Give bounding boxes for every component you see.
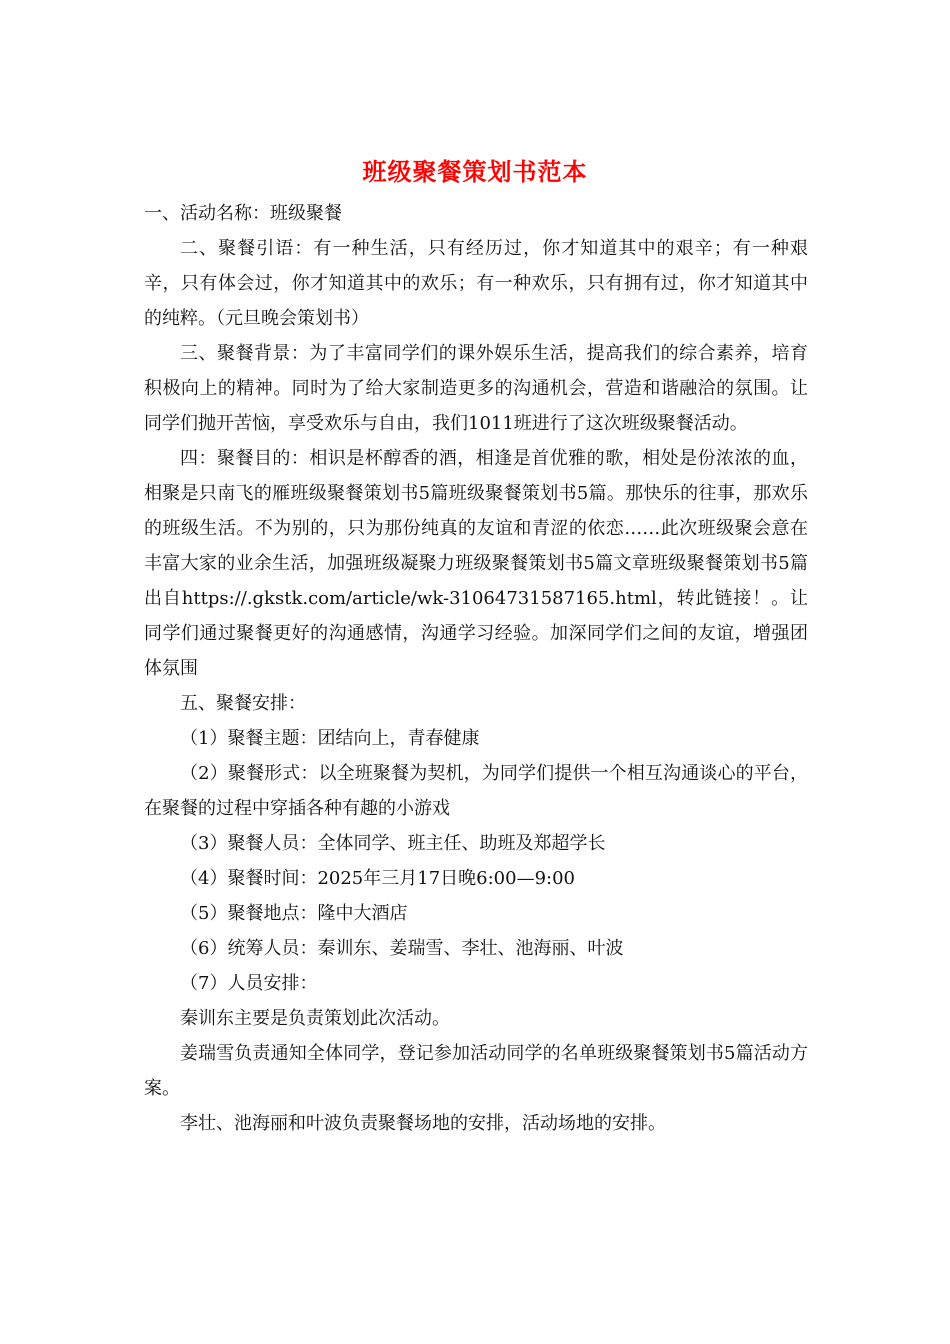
paragraph-arrangement-heading: 五、聚餐安排： [180, 693, 306, 714]
list-item-staffing: （7）人员安排： [180, 973, 318, 994]
paragraph-duty-venue: 李壮、池海丽和叶波负责聚餐场地的安排，活动场地的安排。 [180, 1113, 666, 1134]
paragraph-duty-planning: 秦训东主要是负责策划此次活动。 [180, 1008, 450, 1029]
paragraph-purpose: 四：聚餐目的：相识是杯醇香的酒，相逢是首优雅的歌，相处是份浓浓的血，相聚是只南飞的雁班级聚餐策划书5篇班级聚餐策划书5篇。那快乐的往事，那欢乐的班级生活。不为别的，只为那份纯真的友谊和青涩的依恋……此次班级聚会意在丰富大家的业余生活，加强班级凝聚力班级聚餐策划书5篇文章班级聚餐策划书5篇出自https://.gkstk.com/article/wk-31064731587165.html，转此链接！。让同学们通过聚餐更好的沟通感情，沟通学习经验。加深同学们之间的友谊，增强团体氛围 [144, 448, 808, 679]
paragraph-background: 三、聚餐背景：为了丰富同学们的课外娱乐生活，提高我们的综合素养，培育积极向上的精神。同时为了给大家制造更多的沟通机会，营造和谐融洽的氛围。让同学们抛开苦恼，享受欢乐与自由，我们1011班进行了这次班级聚餐活动。 [144, 343, 808, 434]
list-item-location: （5）聚餐地点：隆中大酒店 [180, 903, 408, 924]
paragraph-duty-notification: 姜瑞雪负责通知全体同学，登记参加活动同学的名单班级聚餐策划书5篇活动方案。 [144, 1043, 808, 1099]
paragraph-activity-name: 一、活动名称：班级聚餐 [144, 203, 342, 224]
list-item-coordinators: （6）统筹人员：秦训东、姜瑞雪、李壮、池海丽、叶波 [180, 938, 624, 959]
document-title: 班级聚餐策划书范本 [362, 157, 588, 186]
list-item-participants: （3）聚餐人员：全体同学、班主任、助班及郑超学长 [180, 833, 606, 854]
list-item-theme: （1）聚餐主题：团结向上，青春健康 [180, 728, 480, 749]
list-item-format: （2）聚餐形式：以全班聚餐为契机，为同学们提供一个相互沟通谈心的平台，在聚餐的过程中穿插各种有趣的小游戏 [144, 763, 808, 819]
document-body [144, 196, 808, 1141]
list-item-time: （4）聚餐时间：2025年三月17日晚6:00—9:00 [180, 868, 576, 889]
paragraph-introduction: 二、聚餐引语：有一种生活，只有经历过，你才知道其中的艰辛；有一种艰辛，只有体会过，你才知道其中的欢乐；有一种欢乐，只有拥有过，你才知道其中的纯粹。（元旦晚会策划书） [144, 238, 808, 329]
